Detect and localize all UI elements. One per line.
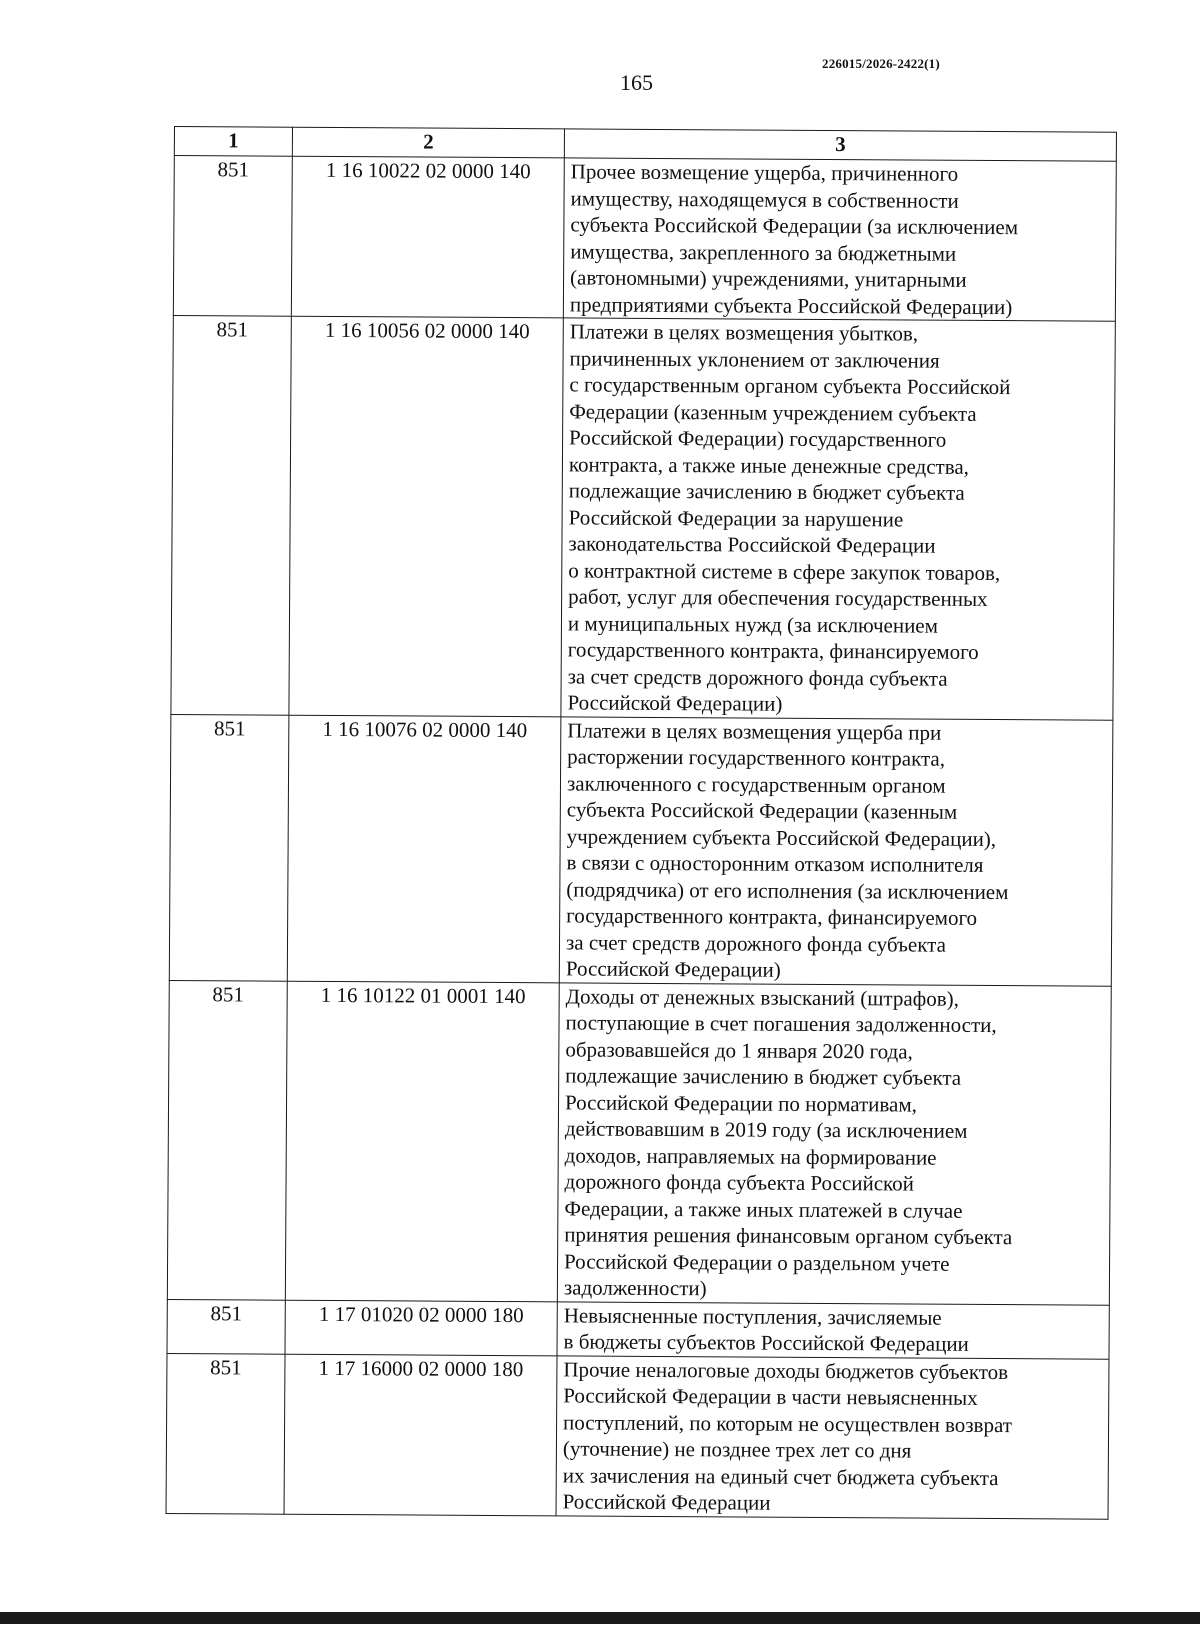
description-line: за счет средств дорожного фонда субъекта (565, 929, 947, 957)
budget-classification-code-cell: 1 16 10022 02 0000 140 (291, 156, 564, 318)
table-row (173, 156, 1116, 322)
description-line: Платежи в целях возмещения ущерба при (567, 717, 942, 745)
description-line: принятия решения финансовым органом субъекта (564, 1222, 1013, 1250)
description-line: Доходы от денежных взысканий (штрафов), (565, 983, 960, 1011)
table-row (167, 980, 1111, 1305)
description-line: расторжении государственного контракта, (567, 744, 946, 771)
column-header-3: 3 (564, 129, 1116, 161)
description-line: доходов, направляемых на формирование (564, 1142, 937, 1170)
revenue-description-cell (557, 1301, 1109, 1358)
description-line: (автономными) учреждениями, унитарными (570, 265, 967, 292)
admin-code-cell: 851 (169, 714, 289, 981)
description-line: действовавшим в 2019 году (за исключением (564, 1116, 968, 1143)
description-line: и муниципальных нужд (за исключением (567, 610, 939, 638)
admin-code-cell: 851 (167, 1299, 285, 1354)
description-line: Невыясненные поступления, зачисляемые (563, 1302, 942, 1330)
column-header-2: 2 (292, 127, 564, 158)
description-line: (подрядчика) от его исполнения (за исключением (566, 876, 1009, 904)
description-line: имущества, закрепленного за бюджетными (570, 238, 957, 266)
revenue-description-cell (557, 982, 1111, 1304)
scan-edge-line (0, 1612, 1200, 1624)
description-line: Платежи в целях возмещения убытков, (569, 319, 919, 346)
description-line: образовавшейся до 1 января 2020 года, (565, 1036, 913, 1064)
description-line: предприятиями субъекта Российской Федерации) (569, 291, 1013, 319)
description-line: Федерации, а также иных платежей в случае (564, 1195, 963, 1223)
table-row (166, 1353, 1109, 1519)
document-registration-number: 226015/2026-2422(1) (822, 56, 940, 71)
description-line: Российской Федерации) (567, 690, 783, 716)
description-line: поступлений, по которым не осуществлен возврат (563, 1409, 1013, 1437)
description-line: Федерации (казенным учреждением субъекта (569, 398, 977, 426)
description-line: законодательства Российской Федерации (568, 531, 936, 558)
description-line: Российской Федерации по нормативам, (564, 1089, 918, 1117)
description-line: причиненных уклонением от заключения (569, 345, 940, 373)
description-line: Российской Федерации) (565, 956, 781, 982)
description-line: (уточнение) не позднее трех лет со дня (562, 1436, 912, 1463)
description-line: Российской Федерации) государственного (569, 425, 947, 452)
admin-code-cell: 851 (166, 1353, 285, 1514)
description-line: в бюджеты субъектов Российской Федерации (563, 1329, 969, 1356)
table-row (171, 315, 1115, 719)
revenue-description-cell (556, 1355, 1109, 1518)
table-row (169, 714, 1113, 986)
description-line: государственного контракта, финансируемого (567, 637, 979, 664)
description-line: имуществу, находящемуся в собственности (570, 185, 959, 213)
column-header-1: 1 (174, 127, 292, 157)
description-line: за счет средств дорожного фонда субъекта (567, 663, 948, 691)
budget-classification-code-cell: 1 16 10076 02 0000 140 (287, 715, 561, 983)
budget-classification-code-cell: 1 17 16000 02 0000 180 (284, 1354, 557, 1516)
revenue-description-cell (559, 716, 1113, 985)
page-number: 165 (620, 70, 653, 95)
description-line: заключенного с государственным органом (566, 770, 946, 798)
description-line: подлежащие зачислению в бюджет субъекта (568, 478, 965, 505)
revenue-description-cell (561, 318, 1115, 720)
admin-code-cell: 851 (171, 315, 291, 714)
description-line: субъекта Российской Федерации (казенным (566, 797, 958, 824)
description-line: о контрактной системе в сфере закупок товаров, (568, 557, 1001, 585)
description-line: подлежащие зачислению в бюджет субъекта (565, 1063, 962, 1090)
description-line: с государственным органом субъекта Российской (569, 372, 1011, 400)
description-line: дорожного фонда субъекта Российской (564, 1169, 915, 1196)
description-line: Прочие неналоговые доходы бюджетов субъектов (563, 1356, 1009, 1384)
description-line: субъекта Российской Федерации (за исключением (570, 212, 1019, 240)
admin-code-cell: 851 (167, 980, 287, 1300)
description-line: контракта, а также иные денежные средства, (568, 451, 970, 479)
description-line: в связи с односторонним отказом исполнителя (566, 850, 984, 877)
budget-classification-code-cell: 1 17 01020 02 0000 180 (285, 1300, 557, 1356)
description-line: Российской Федерации за нарушение (568, 504, 904, 531)
description-line: поступающие в счет погашения задолженности, (565, 1010, 997, 1038)
admin-code-cell: 851 (173, 156, 292, 317)
table-body (166, 156, 1116, 1519)
description-line: Российской Федерации в части невыясненных (563, 1383, 978, 1410)
description-line: Прочее возмещение ущерба, причиненного (570, 159, 959, 186)
description-line: учреждением субъекта Российской Федерации), (566, 823, 997, 851)
description-line: задолженности) (563, 1275, 707, 1301)
description-line: их зачисления на единый счет бюджета субъекта (562, 1462, 999, 1490)
description-line: государственного контракта, финансируемого (566, 903, 978, 930)
description-line: Российской Федерации о раздельном учете (564, 1248, 950, 1276)
budget-classification-code-cell: 1 16 10056 02 0000 140 (289, 316, 563, 716)
budget-revenue-table (166, 126, 1117, 1519)
budget-classification-code-cell: 1 16 10122 01 0001 140 (285, 981, 559, 1302)
description-line: работ, услуг для обеспечения государственных (568, 584, 988, 611)
table-row (167, 1299, 1109, 1359)
revenue-description-cell (563, 158, 1116, 321)
description-line: Российской Федерации (562, 1489, 771, 1515)
